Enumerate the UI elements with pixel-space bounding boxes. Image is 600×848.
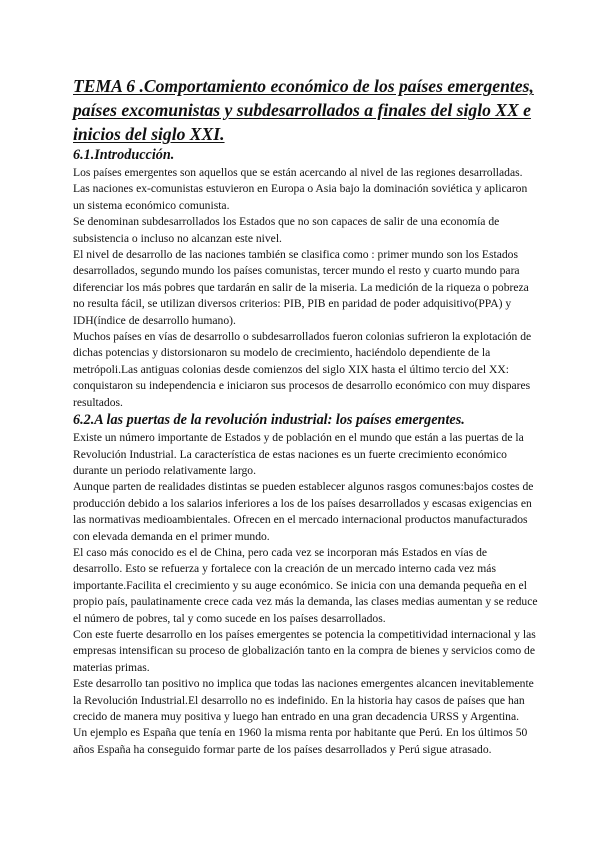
paragraph: Este desarrollo tan positivo no implica que todas las naciones emergentes alcancen inevitablemente la Revolución Industrial.El desarrollo no es indefinido. En la historia hay casos de países que han crecido de manera muy positiva y luego han entrado en una gran decadencia URSS y Argentina. bbox=[73, 677, 534, 723]
section-paises-emergentes bbox=[73, 411, 538, 758]
paragraph: El nivel de desarrollo de las naciones también se clasifica como : primer mundo son los Estados desarrollados, segundo mundo los países comunistas, tercer mundo el resto y cuarto mundo para diferenciar los más pobres que tardarán en salir de la miseria. La medición de la riqueza o pobreza no resulta fácil, se utilizan diversos criterios: PIB, PIB en paridad de poder adquisitivo(PPA) y IDH(índice de desarrollo humano). bbox=[73, 248, 529, 327]
paragraph: Con este fuerte desarrollo en los países emergentes se potencia la competitividad internacional y las empresas intensifican su proceso de globalización tanto en la compra de bienes y servicios como de materias primas. bbox=[73, 627, 536, 674]
paragraph: Existe un número importante de Estados y de población en el mundo que están a las puertas de la Revolución Industrial. La característica de estas naciones es un fuerte crecimiento económico durante un periodo relativamente largo. bbox=[73, 431, 524, 477]
paragraph: Los países emergentes son aquellos que se están acercando al nivel de las regiones desarrolladas. Las naciones ex-comunistas estuvieron en Europa o Asia bajo la dominación soviética y aplicaron un sistema económico comunista. bbox=[73, 166, 528, 212]
paragraph: El caso más conocido es el de China, pero cada vez se incorporan más Estados en vías de desarrollo. Esto se refuerza y fortalece con la creación de un mercado interno cada vez más importante.Facilita el crecimiento y su auge económico. Se inicia con una demanda pequeña en el propio país, paulatinamente crece cada vez más la demanda, las clases medias aumentan y se reduce el número de pobres, tal y como sucede en los países desarrollados. bbox=[73, 545, 538, 625]
paragraph: Aunque parten de realidades distintas se pueden establecer algunos rasgos comunes:bajos costes de producción debido a los salarios inferiores a los de los países desarrollados y escasas exigencias en las normativas medioambientales. Ofrecen en el mercado internacional productos manufacturados con elevada demanda en el primer mundo. bbox=[73, 480, 534, 543]
section-introduccion bbox=[73, 146, 538, 411]
paragraph: Muchos países en vías de desarrollo o subdesarrollados fueron colonias sufrieron la explotación de dichas potencias y distorsionaron su modelo de crecimiento, haciéndolo dependiente de la metrópoli.Las antiguas colonias desde comienzos del siglo XIX hasta el último tercio del XX: conquistaron su independencia e iniciaron sus procesos de desarrollo económico con muy dispares resultados. bbox=[73, 330, 532, 409]
section-heading: 6.1.Introducción. bbox=[73, 147, 175, 163]
section-heading: 6.2.A las puertas de la revolución industrial: los países emergentes. bbox=[73, 412, 465, 429]
document-title: TEMA 6 .Comportamiento económico de los países emergentes, países excomunistas y subdesarrollados a finales del siglo XX e inicios del siglo XXI. bbox=[73, 76, 534, 144]
paragraph: Un ejemplo es España que tenía en 1960 la misma renta por habitante que Perú. En los últimos 50 años España ha conseguido formar parte de los países desarrollados y Perú sigue atrasado. bbox=[73, 726, 528, 756]
paragraph: Se denominan subdesarrollados los Estados que no son capaces de salir de una economía de subsistencia o incluso no alcanzan este nivel. bbox=[73, 215, 500, 245]
